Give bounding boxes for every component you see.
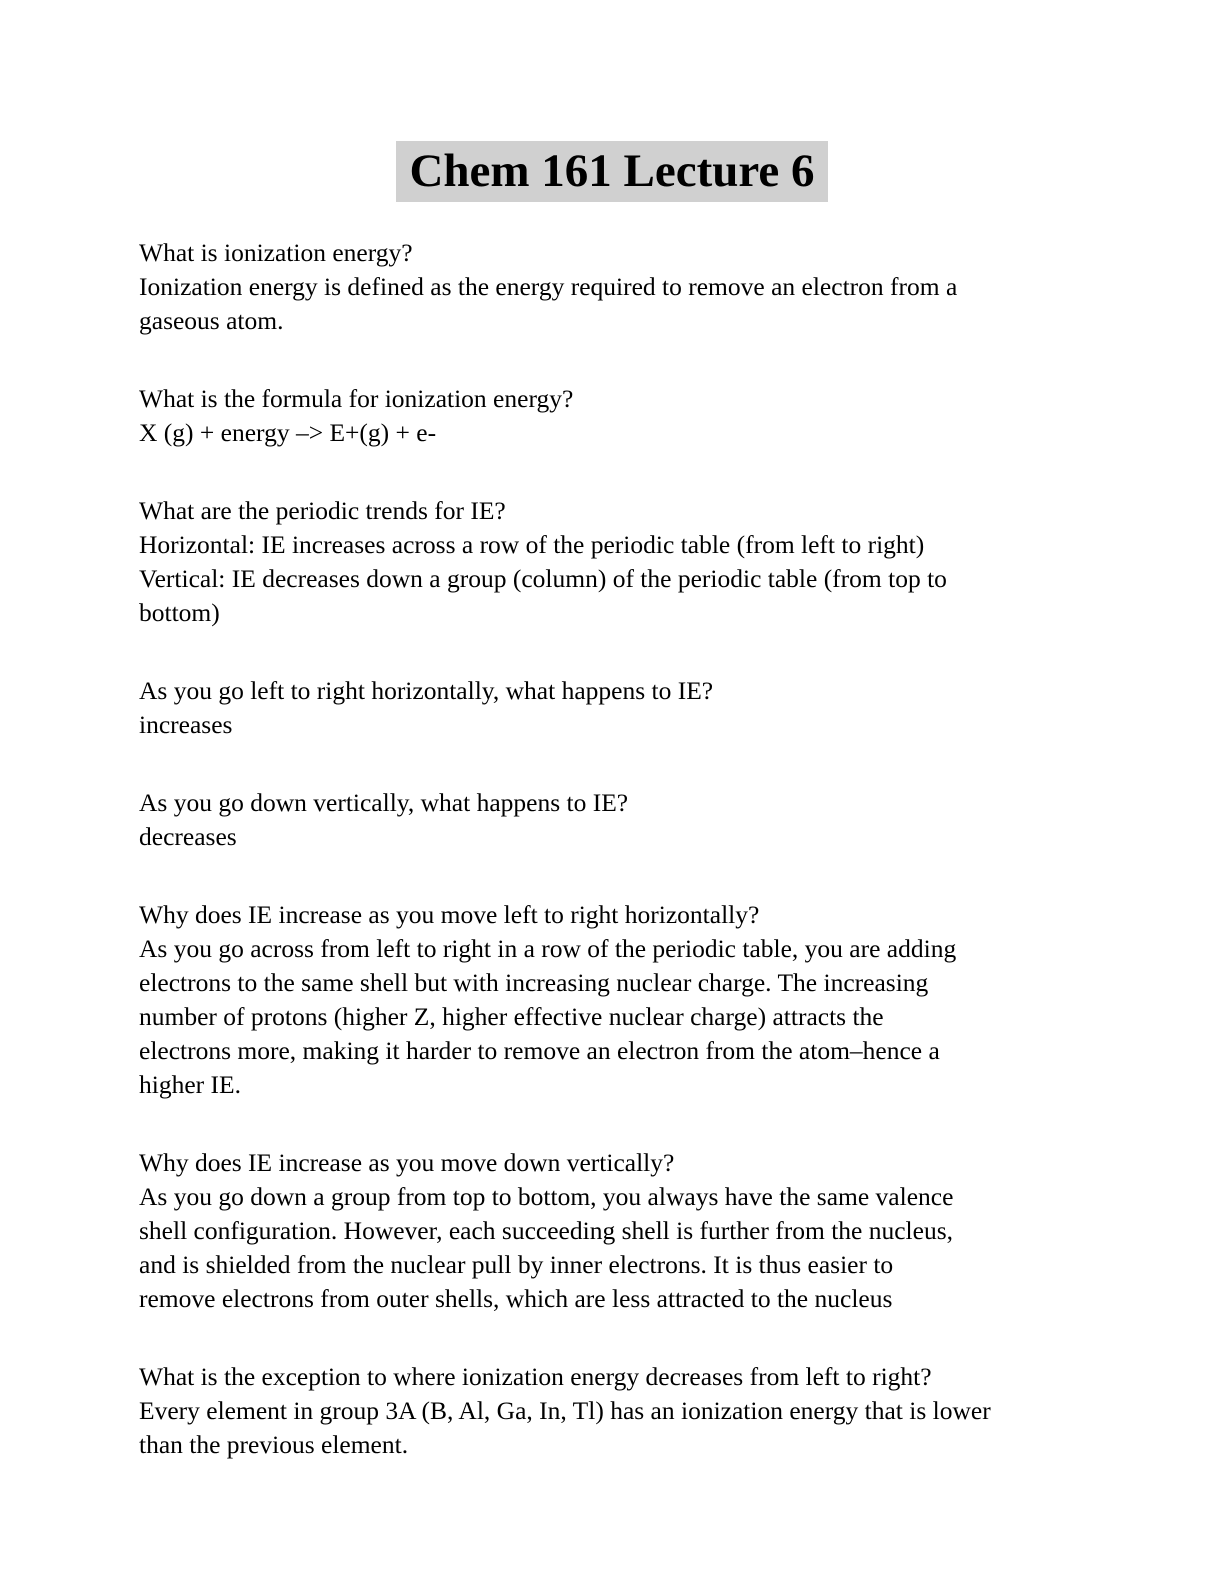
- qa-answer-line: than the previous element.: [139, 1430, 409, 1459]
- document-body: [139, 236, 1184, 1462]
- qa-answer-line: increases: [139, 710, 233, 739]
- qa-block: [139, 1360, 1184, 1462]
- qa-answer-line: higher IE.: [139, 1070, 241, 1099]
- qa-answer-line: As you go down a group from top to bottom, you always have the same valence: [139, 1182, 954, 1211]
- qa-answer-line: remove electrons from outer shells, which are less attracted to the nucleus: [139, 1284, 893, 1313]
- qa-answer-line: decreases: [139, 822, 237, 851]
- qa-question-line: What are the periodic trends for IE?: [139, 496, 506, 525]
- qa-answer-line: X (g) + energy –> E+(g) + e-: [139, 418, 437, 447]
- qa-block: [139, 1146, 1184, 1316]
- qa-answer-line: and is shielded from the nuclear pull by inner electrons. It is thus easier to: [139, 1250, 894, 1279]
- qa-answer-line: electrons to the same shell but with increasing nuclear charge. The increasing: [139, 968, 929, 997]
- qa-answer-line: As you go across from left to right in a row of the periodic table, you are adding: [139, 934, 957, 963]
- qa-question-line: What is the formula for ionization energy?: [139, 384, 574, 413]
- qa-block: [139, 236, 1184, 338]
- qa-block: [139, 382, 1184, 450]
- qa-answer-line: gaseous atom.: [139, 306, 284, 335]
- page-title: Chem 161 Lecture 6: [396, 141, 827, 202]
- qa-question-line: As you go down vertically, what happens to IE?: [139, 788, 629, 817]
- qa-block: [139, 898, 1184, 1102]
- qa-question-line: Why does IE increase as you move left to right horizontally?: [139, 900, 760, 929]
- title-row: [0, 0, 1224, 202]
- qa-answer-line: shell configuration. However, each succeeding shell is further from the nucleus,: [139, 1216, 953, 1245]
- qa-block: [139, 674, 1184, 742]
- qa-question-line: Why does IE increase as you move down vertically?: [139, 1148, 675, 1177]
- qa-answer-line: bottom): [139, 598, 220, 627]
- qa-answer-line: Ionization energy is defined as the energy required to remove an electron from a: [139, 272, 958, 301]
- qa-answer-line: number of protons (higher Z, higher effective nuclear charge) attracts the: [139, 1002, 884, 1031]
- qa-answer-line: Horizontal: IE increases across a row of the periodic table (from left to right): [139, 530, 925, 559]
- qa-answer-line: Every element in group 3A (B, Al, Ga, In, Tl) has an ionization energy that is lower: [139, 1396, 991, 1425]
- qa-question-line: As you go left to right horizontally, what happens to IE?: [139, 676, 714, 705]
- qa-block: [139, 494, 1184, 630]
- qa-question-line: What is ionization energy?: [139, 238, 413, 267]
- qa-question-line: What is the exception to where ionization energy decreases from left to right?: [139, 1362, 932, 1391]
- qa-answer-line: electrons more, making it harder to remove an electron from the atom–hence a: [139, 1036, 940, 1065]
- qa-block: [139, 786, 1184, 854]
- qa-answer-line: Vertical: IE decreases down a group (column) of the periodic table (from top to: [139, 564, 947, 593]
